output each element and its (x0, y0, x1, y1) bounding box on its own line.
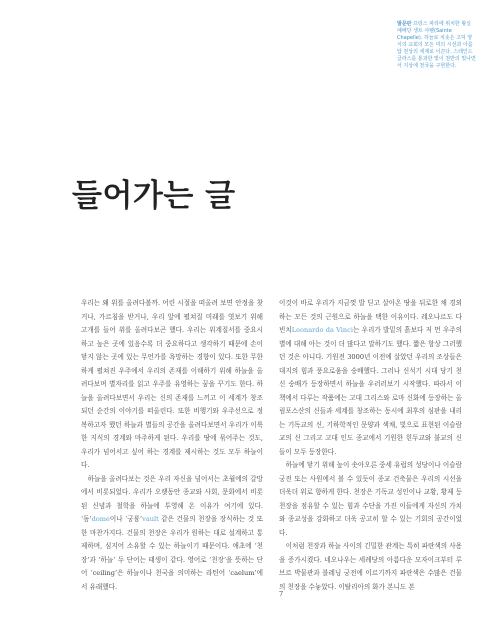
highlighted-term: vault (142, 515, 159, 523)
paragraph-text: 같은 건물의 천장을 장식하는 것 또한 마찬가지다. 건물의 천장은 우리가 원하는 대로 설계하고 통제하며, 심지어 소유할 수 있는 하늘이기 때문이다. 애초에 ‘천장’과 ‘하늘’ 두 단어는 태생이 같다. 영어로 ‘천장’을 뜻하는 단어 ‘ceiling’은 하늘이나 천국을 의미하는 라틴어 ‘caelum’에서 유래했다. (81, 515, 263, 591)
paragraph-text: 하늘을 올려다보는 것은 우리 자신을 넘어서는 초월에의 갈망에서 비롯되었다. 우리가 오랫동안 종교와 사회, 문화에서 비롯된 신념과 철학을 하늘에 투영해 온 이유가 여기에 있다. ‘돔’ (81, 474, 263, 523)
paragraph (279, 459, 462, 540)
paragraph (279, 540, 462, 594)
caption-heading: 발문판 (397, 21, 412, 27)
paragraph (81, 297, 263, 473)
paragraph-text: 우리는 왜 위를 올려다볼까. 어린 시절을 떠올려 보면 안정을 찾거나, 가르침을 받거나, 우리 앞에 펼쳐질 미래를 엿보기 위해 고개를 들어 위를 올려다보곤 했다. 우리는 위계질서를 중요시하고 높은 곳에 있음수록 더 중요하다고 생각하기 때문에 손이 닿지 않는 곳에 있는 무언가를 욕망하는 경향이 있다. 또한 무한하게 펼쳐진 우주에서 우리의 존재를 이해하기 위해 하늘을 올려다보며 별자리를 읽고 우주를 유영하는 꿈을 꾸기도 한다. 하늘을 올려다보면서 우리는 신의 존재를 느끼고 이 세계가 창조되던 순간의 이야기를 떠올린다. 또한 비행기와 우주선으로 정복하고자 했던 하늘과 별들의 공간을 올려다보면서 우리가 이룩한 지식의 경계와 마주하게 된다. 우리를 땅에 묶어주는 것도, 우리가 넘어서고 싶어 하는 경계를 제시하는 것도 모두 하늘이다. (81, 299, 263, 469)
chapter-title: 들어가는 글 (72, 178, 236, 214)
photo-caption (397, 21, 477, 70)
body-column-left (81, 297, 263, 594)
page-number: 7 (279, 590, 284, 598)
body-column-right (279, 297, 462, 594)
paragraph-text: 이나 ‘궁륭’ (109, 515, 143, 523)
paragraph-text: 이처럼 천장과 하늘 사이의 긴밀한 관계는 특히 파란색의 사용을 증가시켰다. 네오나우는 세례당의 아름다운 모자이크부터 루브르 박물관과 블레닝 궁전에 이르기까지 파란색은 수많은 건물의 천장을 수놓았다. 이탈리아의 화가 본니도 본 (279, 542, 462, 591)
highlighted-term: dome (91, 515, 110, 523)
caption-text: 프랑스 파리에 위치한 왕실 예배당 생트 샤펠(Sainte Chapelle). 하늘로 치솟은 고딕 양식의 교회의 모든 미의 시선과 아름답 천상의 세계로 이끈다. 스테인드글라스를 통과한 빛이 천반의 빛나면서 지상에 천국을 구현한다. (397, 21, 476, 69)
paragraph-text: 는 우리가 발밑의 흙보다 저 먼 우주의 별에 대해 아는 것이 더 많다고 말하기도 했다. 짧은 항상 그러했던 것은 아니다. 기원전 3000년 이전에 살았던 우리의 조상들은 대지의 힘과 풍요로움을 숭배했다. 그러나 신석기 시대 당기 천신 숭배가 등장하면서 하늘을 우러러보기 시작했다. 따라서 이 책에서 다루는 작품에는 고대 그리스와 로마 신화에 등장하는 올림포스산의 신들과 세계를 창조하는 동시에 최후의 심판을 내리는 기독교의 신, 기하학적인 문양과 색채, 빛으로 표현된 이슬람교의 신 그리고 고대 인도 종교에서 기원한 힌두교와 불교의 신들이 모두 등장한다. (279, 326, 463, 456)
paragraph-text: 이것이 바로 우리가 지금껏 발 딛고 살아온 땅을 뒤로한 채 경외하는 모든 것의 근원으로 하늘을 택한 이유이다. 레오나르도 다 빈치 (279, 299, 462, 334)
paragraph-text: 하늘에 닿기 위해 높이 솟아오른 중세 유럽의 성당이나 이슬람 궁전 또는 사원에서 볼 수 있듯이 종교 건축물은 우리의 시선을 더욱더 위로 향하게 한다. 천장은 기독교 성인이나 교황, 황제 등 천장을 점유할 수 있는 힘과 수단을 가진 이들에게 자신의 가치와 종교성을 강화하고 더욱 공고히 할 수 있는 기회의 공간이었다. (279, 461, 462, 537)
paragraph (279, 297, 462, 459)
paragraph (81, 473, 263, 595)
highlighted-term: Leonardo da Vinci (291, 326, 353, 334)
